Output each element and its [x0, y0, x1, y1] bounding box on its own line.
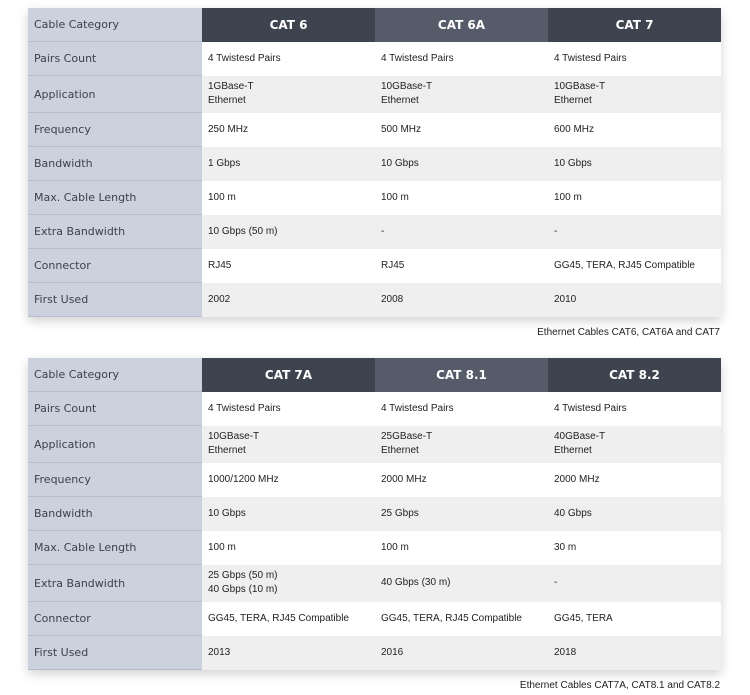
cell: 2016 — [375, 636, 548, 670]
row-label: First Used — [28, 283, 202, 317]
cell: 4 Twistesd Pairs — [202, 42, 375, 76]
cell: 10GBase-T Ethernet — [548, 76, 721, 113]
cell: 1GBase-T Ethernet — [202, 76, 375, 113]
cell: 4 Twistesd Pairs — [375, 392, 548, 426]
table-row — [28, 113, 721, 147]
header-label: Cable Category — [28, 8, 202, 42]
row-label: Max. Cable Length — [28, 181, 202, 215]
cell: 10 Gbps — [375, 147, 548, 181]
table-row — [28, 565, 721, 602]
table-header-row — [28, 8, 721, 42]
row-label: Frequency — [28, 113, 202, 147]
header-col-cat7a: CAT 7A — [202, 358, 375, 392]
cell: 25GBase-T Ethernet — [375, 426, 548, 463]
cell: 100 m — [548, 181, 721, 215]
table-header-row — [28, 358, 721, 392]
header-col-cat6a: CAT 6A — [375, 8, 548, 42]
cell: 30 m — [548, 531, 721, 565]
row-label: Frequency — [28, 463, 202, 497]
cable-table-1-block — [28, 8, 720, 338]
row-label: Application — [28, 426, 202, 463]
cell: 100 m — [202, 181, 375, 215]
header-col-cat7: CAT 7 — [548, 8, 721, 42]
row-label: First Used — [28, 636, 202, 670]
row-label: Bandwidth — [28, 147, 202, 181]
cell: 40GBase-T Ethernet — [548, 426, 721, 463]
cell: 2000 MHz — [375, 463, 548, 497]
cell: 10GBase-T Ethernet — [202, 426, 375, 463]
header-col-cat8-1: CAT 8.1 — [375, 358, 548, 392]
cell: 2000 MHz — [548, 463, 721, 497]
table-caption: Ethernet Cables CAT6, CAT6A and CAT7 — [537, 327, 720, 338]
table-row — [28, 76, 721, 113]
cell: 2008 — [375, 283, 548, 317]
cell: 500 MHz — [375, 113, 548, 147]
table-row — [28, 42, 721, 76]
table-row — [28, 497, 721, 531]
header-col-cat6: CAT 6 — [202, 8, 375, 42]
row-label: Application — [28, 76, 202, 113]
cable-table-2-block — [28, 358, 720, 691]
header-col-cat8-2: CAT 8.2 — [548, 358, 721, 392]
cell: 100 m — [202, 531, 375, 565]
cell: 600 MHz — [548, 113, 721, 147]
row-label: Extra Bandwidth — [28, 565, 202, 602]
row-label: Max. Cable Length — [28, 531, 202, 565]
row-label: Connector — [28, 602, 202, 636]
cell: 1 Gbps — [202, 147, 375, 181]
cell: 40 Gbps — [548, 497, 721, 531]
cell: GG45, TERA, RJ45 Compatible — [202, 602, 375, 636]
table-row — [28, 636, 721, 670]
cell: 10 Gbps — [548, 147, 721, 181]
cell: GG45, TERA, RJ45 Compatible — [375, 602, 548, 636]
cell: 2010 — [548, 283, 721, 317]
cell: 25 Gbps (50 m) 40 Gbps (10 m) — [202, 565, 375, 602]
cell: GG45, TERA, RJ45 Compatible — [548, 249, 721, 283]
cell: 10 Gbps — [202, 497, 375, 531]
cell: GG45, TERA — [548, 602, 721, 636]
cell: 4 Twistesd Pairs — [548, 42, 721, 76]
cable-table-1 — [28, 8, 721, 317]
cell: RJ45 — [375, 249, 548, 283]
cell: RJ45 — [202, 249, 375, 283]
cell: 4 Twistesd Pairs — [202, 392, 375, 426]
row-label: Connector — [28, 249, 202, 283]
cell: 2018 — [548, 636, 721, 670]
table-row — [28, 463, 721, 497]
row-label: Pairs Count — [28, 42, 202, 76]
table-row — [28, 147, 721, 181]
cell: 10GBase-T Ethernet — [375, 76, 548, 113]
table-row — [28, 249, 721, 283]
table-row — [28, 531, 721, 565]
cell: 4 Twistesd Pairs — [548, 392, 721, 426]
cell: 2002 — [202, 283, 375, 317]
cell: 25 Gbps — [375, 497, 548, 531]
cell: 10 Gbps (50 m) — [202, 215, 375, 249]
header-label: Cable Category — [28, 358, 202, 392]
cell: 4 Twistesd Pairs — [375, 42, 548, 76]
cell: 100 m — [375, 531, 548, 565]
cell: - — [548, 215, 721, 249]
table-row — [28, 392, 721, 426]
row-label: Bandwidth — [28, 497, 202, 531]
cell: 40 Gbps (30 m) — [375, 565, 548, 602]
cell: 100 m — [375, 181, 548, 215]
table-row — [28, 181, 721, 215]
cell: - — [375, 215, 548, 249]
row-label: Extra Bandwidth — [28, 215, 202, 249]
table-row — [28, 215, 721, 249]
cell: 250 MHz — [202, 113, 375, 147]
table-caption: Ethernet Cables CAT7A, CAT8.1 and CAT8.2 — [519, 680, 720, 691]
cable-table-2 — [28, 358, 721, 670]
table-row — [28, 426, 721, 463]
row-label: Pairs Count — [28, 392, 202, 426]
table-row — [28, 602, 721, 636]
cell: - — [548, 565, 721, 602]
cell: 2013 — [202, 636, 375, 670]
cell: 1000/1200 MHz — [202, 463, 375, 497]
table-row — [28, 283, 721, 317]
